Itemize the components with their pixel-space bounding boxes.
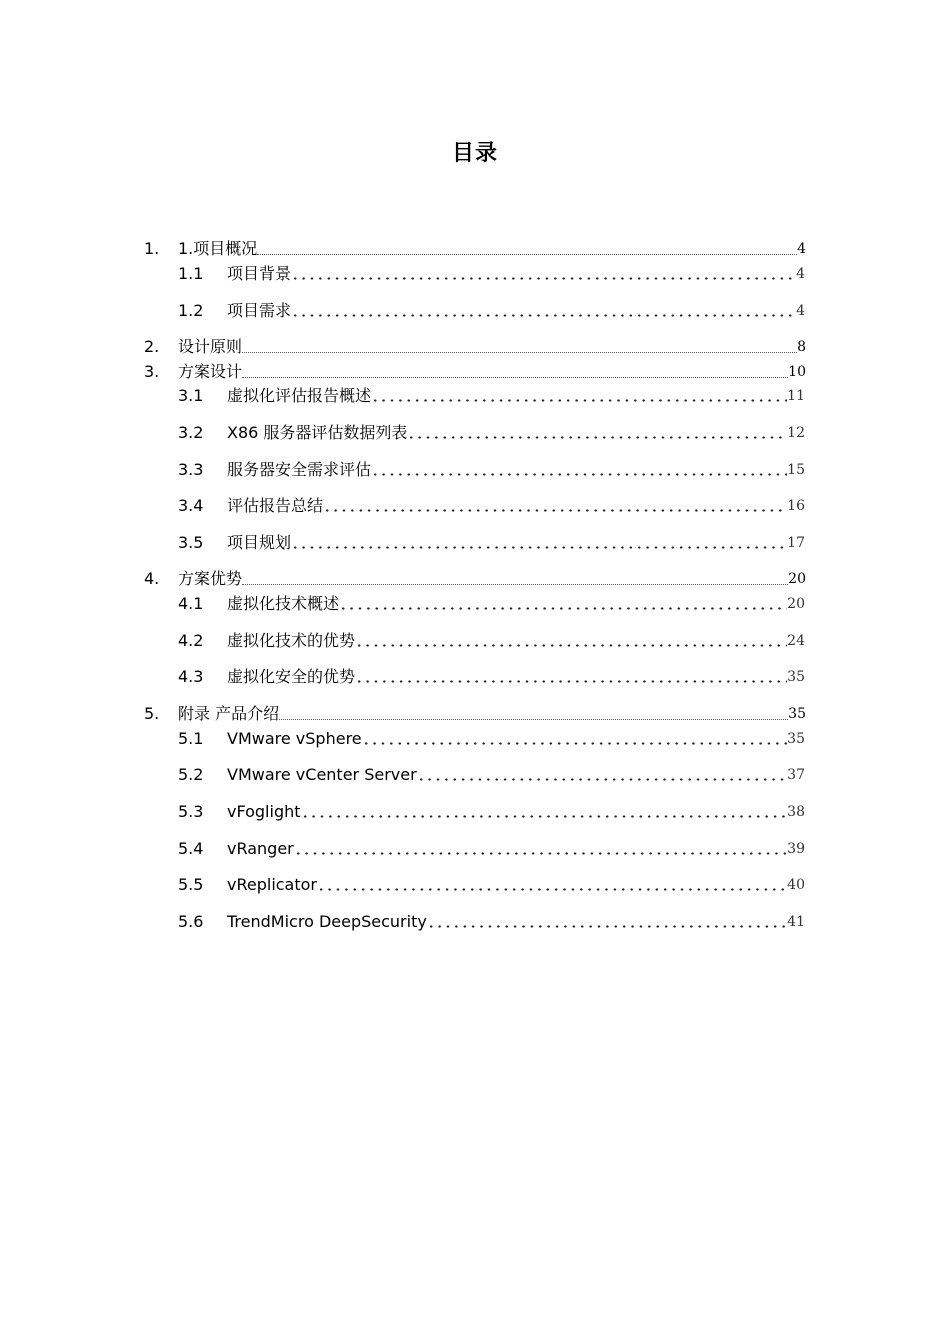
toc-entry-page: 8 <box>797 339 806 355</box>
toc-dot-leader <box>242 584 788 585</box>
toc-entry-number: 3.3 <box>178 460 204 479</box>
toc-entry-number: 1.1 <box>178 264 204 283</box>
toc-entry-text: 虚拟化技术的优势 <box>227 631 356 650</box>
toc-entry[interactable] <box>178 728 805 750</box>
toc-dot-leader <box>242 352 797 353</box>
toc-entry[interactable] <box>178 666 805 688</box>
toc-dot-leader <box>294 852 787 855</box>
toc-entry-number: 4.1 <box>178 594 204 613</box>
toc-entry-page: 35 <box>788 706 806 722</box>
toc-entry-text: 项目需求 <box>227 301 292 320</box>
toc-entry-page: 15 <box>787 462 805 478</box>
toc-entry-page: 37 <box>787 767 805 783</box>
toc-entry-text: 虚拟化安全的优势 <box>227 667 356 686</box>
toc-entry-number: 4.3 <box>178 667 204 686</box>
toc-entry-text: 设计原则 <box>178 337 243 356</box>
toc-dot-leader <box>291 546 787 549</box>
toc-dot-leader <box>242 377 788 378</box>
toc-entry-page: 4 <box>796 303 805 319</box>
toc-entry-text: vReplicator <box>227 875 317 894</box>
toc-title: 目录 <box>451 141 498 166</box>
toc-dot-leader <box>355 680 787 683</box>
toc-entry[interactable] <box>144 336 806 358</box>
toc-entry-page: 4 <box>796 266 805 282</box>
toc-entry-number: 5.3 <box>178 802 204 821</box>
toc-entry-page: 24 <box>787 633 805 649</box>
toc-entry-number: 1.2 <box>178 301 204 320</box>
toc-entry-page: 16 <box>787 498 805 514</box>
toc-dot-leader <box>362 742 788 745</box>
toc-entry[interactable] <box>144 238 806 260</box>
toc-dot-leader <box>291 314 796 317</box>
toc-entry-page: 38 <box>787 804 805 820</box>
toc-entry[interactable] <box>178 764 805 786</box>
toc-entry-page: 12 <box>787 425 805 441</box>
toc-entry-page: 20 <box>788 571 806 587</box>
toc-entry-page: 17 <box>787 535 805 551</box>
toc-entry-number: 5.4 <box>178 839 204 858</box>
toc-entry-page: 4 <box>797 241 806 257</box>
toc-entry-text: VMware vCenter Server <box>227 765 417 784</box>
toc-dot-leader <box>355 644 787 647</box>
toc-entry-text: 虚拟化技术概述 <box>227 594 340 613</box>
toc-entry-number: 4. <box>144 569 160 588</box>
toc-dot-leader <box>291 277 796 280</box>
toc-dot-leader <box>323 509 787 512</box>
toc-entry[interactable] <box>178 532 805 554</box>
toc-entry-text: 附录 产品介绍 <box>178 704 280 723</box>
toc-entry-page: 40 <box>787 877 805 893</box>
toc-entry-text: vFoglight <box>227 802 301 821</box>
toc-entry[interactable] <box>144 361 806 383</box>
toc-dot-leader <box>371 473 787 476</box>
toc-entry[interactable] <box>178 911 805 933</box>
toc-dot-leader <box>317 888 787 891</box>
toc-entry-number: 5.6 <box>178 912 204 931</box>
toc-dot-leader <box>407 436 787 439</box>
toc-entry-text: 评估报告总结 <box>227 496 324 515</box>
toc-entry[interactable] <box>144 703 806 725</box>
toc-entry[interactable] <box>178 630 805 652</box>
toc-entry-page: 11 <box>787 388 805 404</box>
toc-entry-text: 项目规划 <box>227 533 292 552</box>
toc-entry-text: 虚拟化评估报告概述 <box>227 386 372 405</box>
toc-entry[interactable] <box>144 568 806 590</box>
toc-entry-number: 3. <box>144 362 160 381</box>
toc-dot-leader <box>371 399 787 402</box>
toc-entry-number: 5. <box>144 704 160 723</box>
toc-entry[interactable] <box>178 385 805 407</box>
toc-entry[interactable] <box>178 422 805 444</box>
toc-entry-number: 2. <box>144 337 160 356</box>
toc-entry-number: 1. <box>144 239 160 258</box>
toc-entry-number: 4.2 <box>178 631 204 650</box>
toc-entry[interactable] <box>178 838 805 860</box>
toc-entry-text: 服务器安全需求评估 <box>227 460 372 479</box>
toc-entry-page: 39 <box>787 841 805 857</box>
toc-entry-text: TrendMicro DeepSecurity <box>227 912 427 931</box>
toc-entry[interactable] <box>178 495 805 517</box>
toc-entry[interactable] <box>178 874 805 896</box>
toc-entry-text: 方案优势 <box>178 569 243 588</box>
toc-entry-page: 41 <box>787 914 805 930</box>
toc-entry-text: 1.项目概况 <box>178 239 258 258</box>
toc-dot-leader <box>417 778 788 781</box>
toc-dot-leader <box>427 925 787 928</box>
toc-dot-leader <box>301 815 788 818</box>
toc-entry-text: vRanger <box>227 839 294 858</box>
toc-entry-number: 5.5 <box>178 875 204 894</box>
toc-entry-number: 3.2 <box>178 423 204 442</box>
toc-dot-leader <box>279 719 788 720</box>
toc-entry-number: 3.5 <box>178 533 204 552</box>
toc-entry-page: 20 <box>787 596 805 612</box>
toc-entry-number: 5.2 <box>178 765 204 784</box>
toc-entry[interactable] <box>178 593 805 615</box>
toc-entry[interactable] <box>178 459 805 481</box>
toc-entry-number: 5.1 <box>178 729 204 748</box>
toc-entry[interactable] <box>178 801 805 823</box>
toc-entry-page: 35 <box>787 731 805 747</box>
toc-entry-text: 方案设计 <box>178 362 243 381</box>
toc-entry-page: 10 <box>788 364 806 380</box>
toc-entry-number: 3.4 <box>178 496 204 515</box>
toc-entry-text: 项目背景 <box>227 264 292 283</box>
toc-entry[interactable] <box>178 263 805 285</box>
toc-entry-text: X86 服务器评估数据列表 <box>227 423 408 442</box>
toc-entry[interactable] <box>178 300 805 322</box>
toc-dot-leader <box>339 607 787 610</box>
toc-entry-text: VMware vSphere <box>227 729 362 748</box>
toc-entry-page: 35 <box>787 669 805 685</box>
toc-entry-number: 3.1 <box>178 386 204 405</box>
toc-dot-leader <box>257 254 797 255</box>
